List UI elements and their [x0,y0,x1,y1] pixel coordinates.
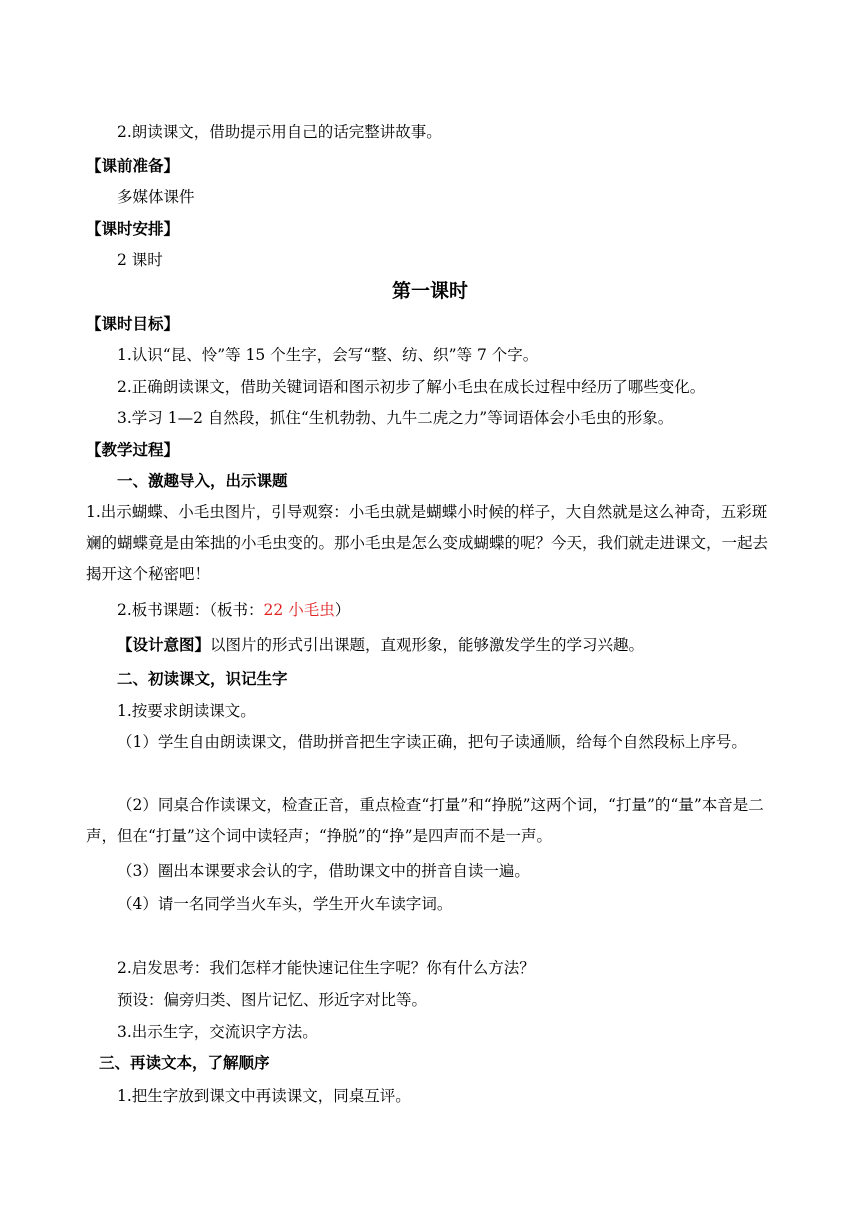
section-2-title: 二、初读课文，识记生字 [117,670,288,688]
board-title-line [117,599,350,621]
heading-process: 【教学过程】 [86,441,180,459]
board-title-suffix: ） [334,601,351,619]
reading-step-1: 1.按要求朗读课文。 [117,702,256,720]
goal-2: 2.正确朗读课文，借助关键词语和图示初步了解小毛虫在成长过程中经历了哪些变化。 [117,378,706,396]
section-1-paragraph: 1.出示蝴蝶、小毛虫图片，引导观察：小毛虫就是蝴蝶小时候的样子，大自然就是这么神奇，五彩斑斓的蝴蝶竟是由笨拙的小毛虫变的。那小毛虫是怎么变成蝴蝶的呢？今天，我们就走进课文，一起去揭开这个秘密吧！ [86,503,769,583]
design-intent-text: 以图片的形式引出课题，直观形象，能够激发学生的学习兴趣。 [210,636,645,654]
reading-step-1b: （2）同桌合作读课文，检查正音，重点检查“打量”和“挣脱”这两个词，“打量”的“量”本音是二声，但在“打量”这个词中读轻声；“挣脱”的“挣”是四声而不是一声。 [86,796,764,845]
lesson-title: 第一课时 [391,280,468,302]
board-title-red: 22 小毛虫 [263,601,335,619]
design-intent-line [117,634,644,656]
heading-preparation: 【课前准备】 [86,157,180,175]
design-intent-label: 【设计意图】 [117,636,211,654]
reading-step-1c: （3）圈出本课要求会认的字，借助课文中的拼音自读一遍。 [117,862,530,880]
objective-line-2: 2.朗读课文，借助提示用自己的话完整讲故事。 [117,123,442,141]
section-3-step-1: 1.把生字放到课文中再读课文，同桌互评。 [117,1087,411,1105]
reading-step-1d: （4）请一名同学当火车头，学生开火车读字词。 [117,895,453,913]
goal-3: 3.学习 1—2 自然段，抓住“生机勃勃、九牛二虎之力”等词语体会小毛虫的形象。 [117,409,674,427]
reading-step-2: 2.启发思考：我们怎样才能快速记住生字呢？你有什么方法？ [117,959,535,977]
reading-step-2-preset: 预设：偏旁归类、图片记忆、形近字对比等。 [117,991,428,1009]
preparation-text: 多媒体课件 [117,188,195,206]
section-3-title: 三、再读文本，了解顺序 [99,1054,270,1072]
section-1-title: 一、激趣导入，出示课题 [117,472,288,490]
heading-schedule: 【课时安排】 [86,220,180,238]
reading-step-3: 3.出示生字，交流识字方法。 [117,1023,318,1041]
heading-goals: 【课时目标】 [86,315,180,333]
goal-1: 1.认识“昆、怜”等 15 个生字，会写“整、纺、织”等 7 个字。 [117,346,539,364]
board-title-prefix: 2.板书课题：（板书： [117,601,264,619]
reading-step-1a: （1）学生自由朗读课文，借助拼音把生字读正确，把句子读通顺，给每个自然段标上序号。 [117,733,747,751]
schedule-text: 2 课时 [117,251,163,269]
